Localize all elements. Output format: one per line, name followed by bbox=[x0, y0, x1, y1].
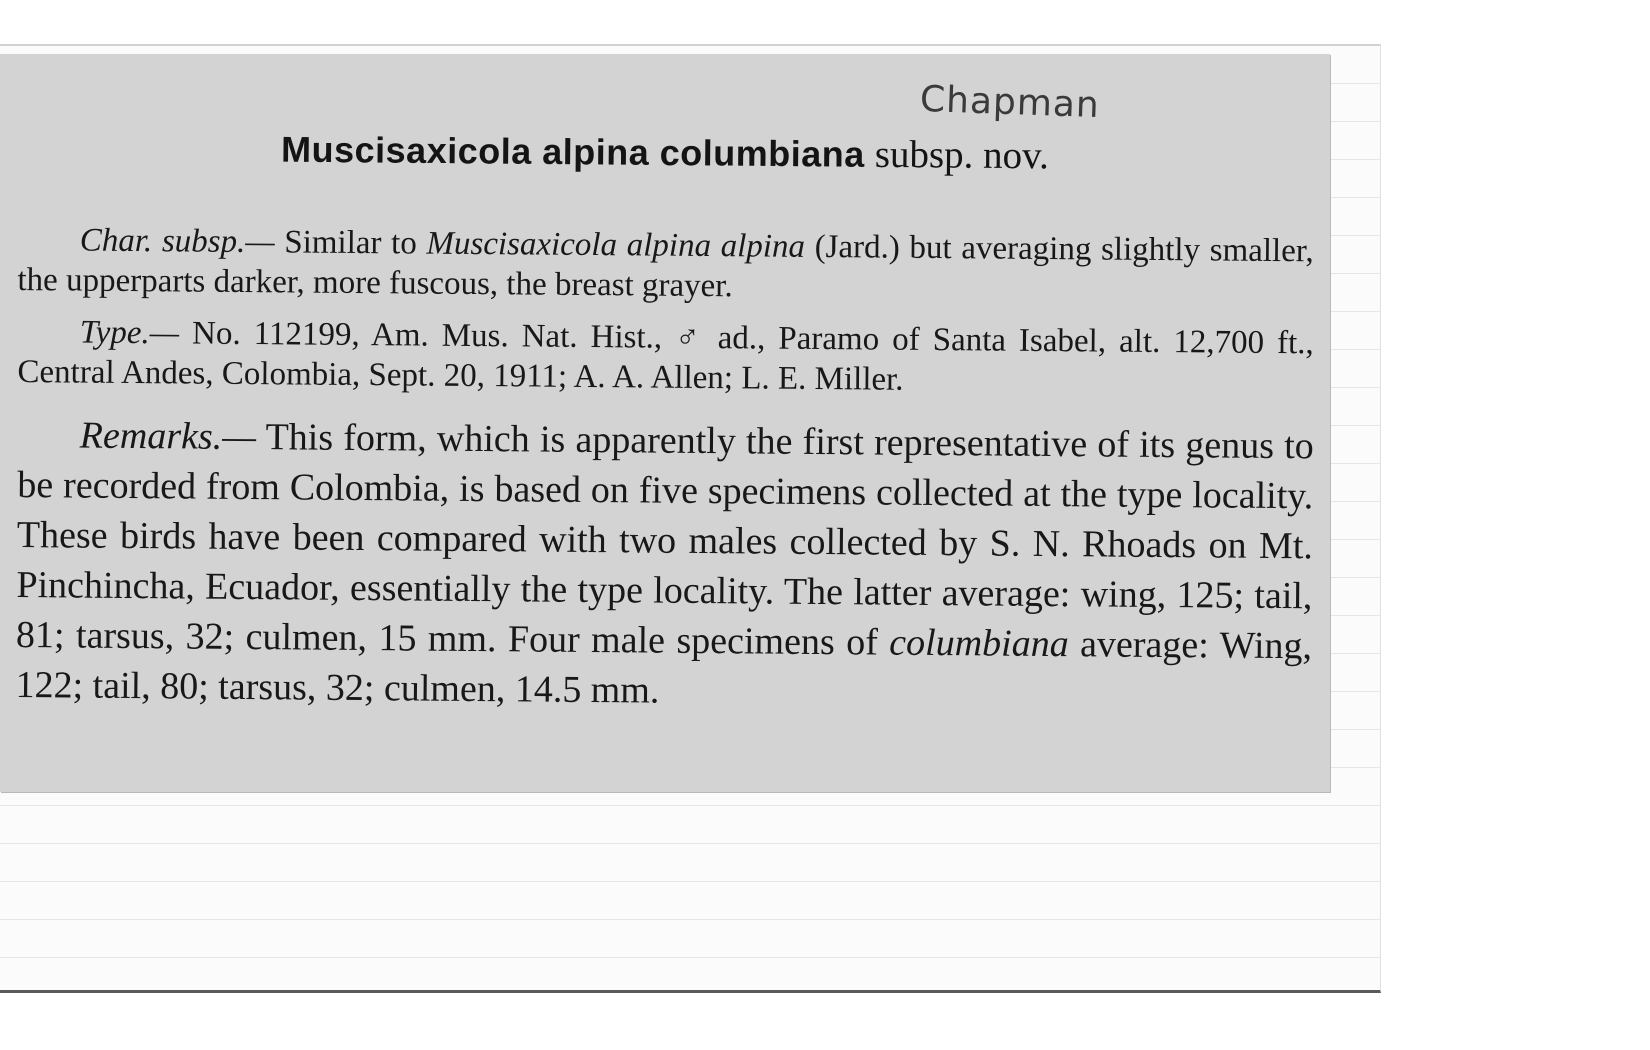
compared-taxon: Muscisaxicola alpina alpina bbox=[426, 225, 806, 265]
char-subsp-heading: Char. subsp.— bbox=[79, 222, 275, 261]
type-heading: Type.— bbox=[79, 314, 180, 352]
remarks-heading: Remarks.— bbox=[79, 414, 257, 459]
species-designation: subsp. nov. bbox=[874, 132, 1050, 178]
remarks-text-1: This form, which is apparently the first representative of its genus to be recorded from Colombia, is based on five specimens collected at the type locality. These birds have been compared with two males collected by S. N. Rhoads on Mt. Pinchincha, Ecuador, essentially the type locality. The latter average: wing, 125; tail, 81; tarsus, 32; culmen, 15 mm. Four male specimens of bbox=[15, 416, 1314, 664]
char-subsp-text-1: Similar to bbox=[274, 224, 427, 262]
char-subsp-paragraph bbox=[17, 220, 1314, 311]
remarks-text-2: average: Wing, 122; tail, 80; tarsus, 32; culmen, 14.5 mm. bbox=[15, 623, 1313, 712]
species-name: Muscisaxicola alpina columbiana bbox=[280, 128, 865, 175]
type-text: No. 112199, Am. Mus. Nat. Hist., ♂ ad., Paramo of Santa Isabel, alt. 12,700 ft., Central Andes, Colombia, Sept. 20, 1911; A. A. Allen; L. E. Miller. bbox=[17, 315, 1314, 398]
remarks-taxon: columbiana bbox=[889, 621, 1069, 666]
handwritten-annotation: Chapman bbox=[919, 78, 1101, 127]
type-paragraph bbox=[17, 312, 1314, 403]
char-subsp-text-2: (Jard.) but averaging slightly smaller, the upperparts darker, more fuscous, the breast grayer. bbox=[17, 228, 1314, 305]
remarks-paragraph bbox=[15, 410, 1314, 721]
